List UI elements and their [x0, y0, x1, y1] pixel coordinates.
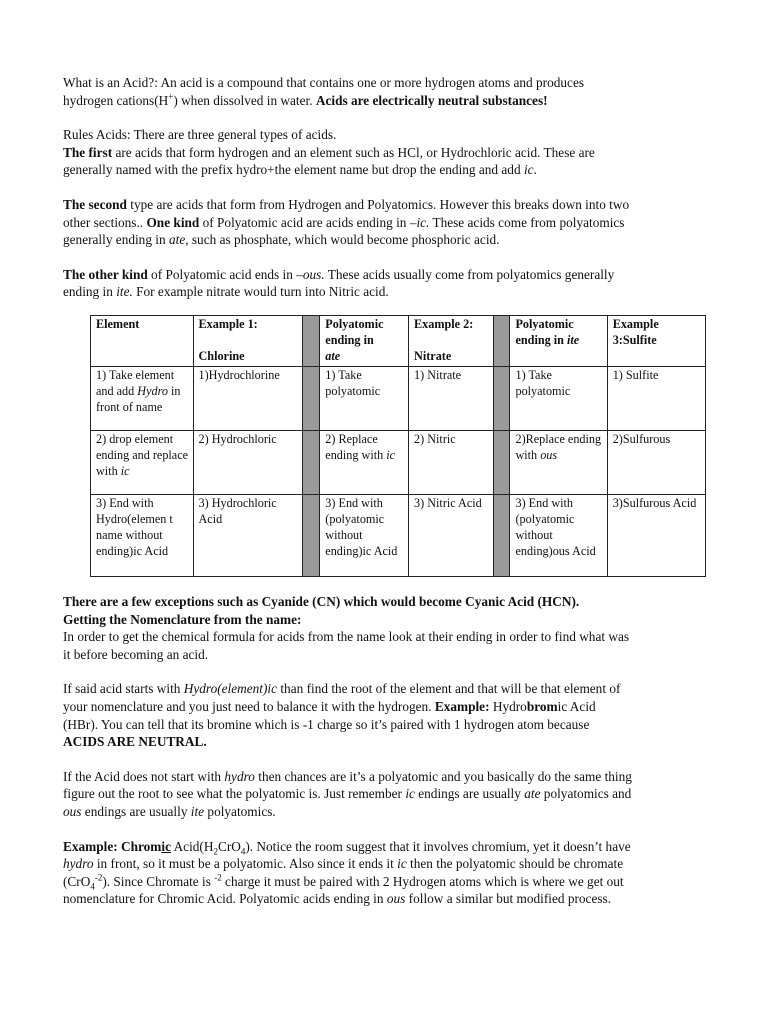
header-example-1: Example 1: Chlorine	[193, 316, 303, 367]
cell-nitrate-step-3: 3) Nitric Acid	[409, 495, 494, 577]
second-line-2: other sections.. One kind of Polyatomic acid are acids ending in –ic. These acids come from polyatomics	[63, 214, 625, 230]
hydro-line-1: If said acid starts with Hydro(element)ic than find the root of the element and that will be that element of	[63, 681, 621, 697]
other-line-1: The other kind of Polyatomic acid ends in –ous. These acids usually come from polyatomics generally	[63, 266, 615, 282]
intro-line-1: What is an Acid?: An acid is a compound that contains one or more hydrogen atoms and produces	[63, 75, 585, 90]
shaded-divider	[493, 495, 510, 577]
cell-element-step-3: 3) End with Hydro(elemen t name without ending)ic Acid	[91, 495, 194, 577]
nohydro-line-2: figure out the root to see what the polyatomic is. Just remember ic endings are usually ate polyatomics and	[63, 786, 632, 802]
table-row	[91, 431, 706, 495]
chromic-line-3: (CrO$_4^{-2}$). Since Chromate is $^{-2}$ charge it must be paired with 2 Hydrogen atoms which is where we get out	[63, 872, 624, 892]
nomenclature-line-2: it before becoming an acid.	[63, 646, 209, 662]
header-example-2: Example 2: Nitrate	[409, 316, 494, 367]
document-body-lower	[63, 593, 723, 908]
shaded-divider	[493, 367, 510, 431]
acid-naming-table	[90, 315, 706, 577]
hydro-line-4: ACIDS ARE NEUTRAL.	[63, 734, 207, 750]
second-line-3: generally ending in ate, such as phosphate, which would become phosphoric acid.	[63, 232, 500, 248]
header-polyatomic-ite: Polyatomic ending in ite	[510, 316, 607, 367]
cell-sulfite-step-2: 2)Sulfurous	[607, 431, 705, 495]
cell-chlorine-step-3: 3) Hydrochloric Acid	[193, 495, 303, 577]
shaded-divider	[303, 495, 320, 577]
cell-chlorine-step-2: 2) Hydrochloric	[193, 431, 303, 495]
cell-ate-step-3: 3) End with (polyatomic without ending)ic Acid	[320, 495, 409, 577]
chromic-line-1: Example: Chromic $Acid(H_2CrO_4)$. Notice the room suggest that it involves chromium, yet it doesn’t have	[63, 838, 631, 857]
cell-sulfite-step-1: 1) Sulfite	[607, 367, 705, 431]
nomenclature-heading: Getting the Nomenclature from the name:	[63, 611, 302, 627]
rules-first: The first are acids that form hydrogen and an element such as HCl, or Hydrochloric acid. These are	[63, 144, 595, 160]
hydro-line-3: (HBr). You can tell that its bromine which is -1 charge so it’s paired with 1 hydrogen atom because	[63, 716, 590, 732]
cell-ate-step-2: 2) Replace ending with ic	[320, 431, 409, 495]
other-line-2: ending in ite. For example nitrate would turn into Nitric acid.	[63, 284, 389, 300]
nomenclature-line-1: In order to get the chemical formula for acids from the name look at their ending in order to find what was	[63, 629, 630, 645]
cell-nitrate-step-2: 2) Nitric	[409, 431, 494, 495]
rules-line-1: Rules Acids: There are three general types of acids.	[63, 127, 337, 143]
header-example-3: Example 3:Sulfite	[607, 316, 705, 367]
cell-ite-step-1: 1) Take polyatomic	[510, 367, 607, 431]
rules-first-2: generally named with the prefix hydro+the element name but drop the ending and add ic.	[63, 162, 537, 178]
table-header-row	[91, 316, 706, 367]
nohydro-line-3: ous endings are usually ite polyatomics.	[63, 803, 276, 819]
header-element: Element	[91, 316, 194, 367]
cell-chlorine-step-1: 1)Hydrochlorine	[193, 367, 303, 431]
document-body	[63, 74, 723, 301]
cell-element-step-1: 1) Take element and add Hydro in front of name	[91, 367, 194, 431]
shaded-divider	[493, 431, 510, 495]
cell-ate-step-1: 1) Take polyatomic	[320, 367, 409, 431]
nohydro-line-1: If the Acid does not start with hydro then chances are it’s a polyatomic and you basically do the same thing	[63, 768, 632, 784]
shaded-divider	[303, 431, 320, 495]
header-polyatomic-ate: Polyatomic ending in ate	[320, 316, 409, 367]
shaded-divider	[303, 367, 320, 431]
hydro-line-2: your nomenclature and you just need to balance it with the hydrogen. Example: Hydrobromic Acid	[63, 698, 596, 714]
table-row	[91, 495, 706, 577]
cell-element-step-2: 2) drop element ending and replace with ic	[91, 431, 194, 495]
shaded-divider	[493, 316, 510, 367]
cell-sulfite-step-3: 3)Sulfurous Acid	[607, 495, 705, 577]
chromic-line-4: nomenclature for Chromic Acid. Polyatomic acids ending in ous follow a similar but modified process.	[63, 891, 612, 907]
chromic-line-2: hydro in front, so it must be a polyatomic. Also since it ends it ic then the polyatomic should be chromate	[63, 856, 624, 872]
shaded-divider	[303, 316, 320, 367]
cell-ite-step-3: 3) End with (polyatomic without ending)ous Acid	[510, 495, 607, 577]
cell-nitrate-step-1: 1) Nitrate	[409, 367, 494, 431]
second-line-1: The second type are acids that form from Hydrogen and Polyatomics. However this breaks down into two	[63, 196, 630, 212]
cell-ite-step-2: 2)Replace ending with ous	[510, 431, 607, 495]
table-row	[91, 367, 706, 431]
exceptions-line: There are a few exceptions such as Cyanide (CN) which would become Cyanic Acid (HCN).	[63, 594, 580, 609]
intro-line-2: hydrogen cations(H+) when dissolved in water. Acids are electrically neutral substances!	[63, 91, 548, 108]
